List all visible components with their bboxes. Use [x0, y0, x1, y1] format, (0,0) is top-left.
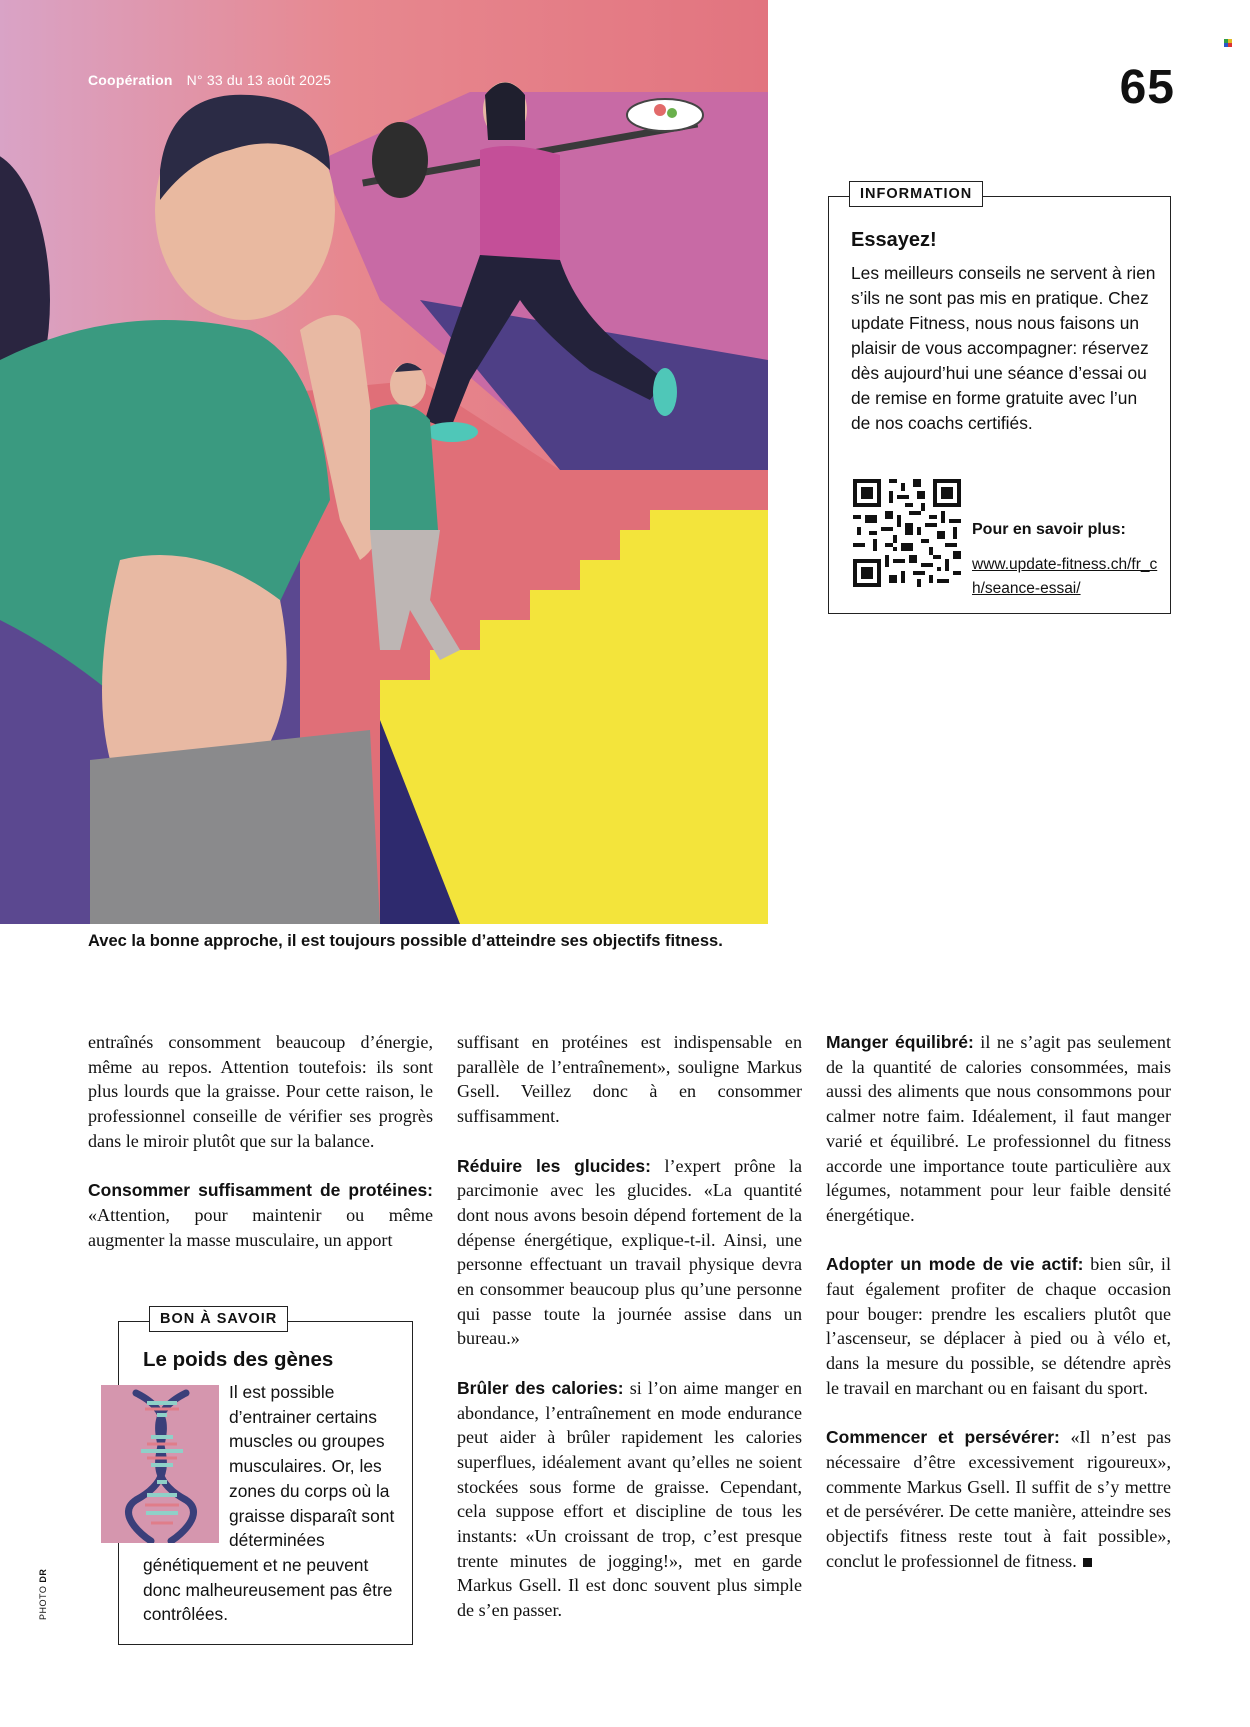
image-caption: Avec la bonne approche, il est toujours possible d’atteindre ses objectifs fitness. — [88, 932, 723, 950]
photo-credit — [38, 1569, 48, 1620]
subheading-perseverer: Commencer et persévérer: — [826, 1427, 1060, 1448]
information-box — [828, 186, 1171, 614]
bon-a-savoir-title: Le poids des gènes — [143, 1348, 334, 1371]
bon-a-savoir-box — [118, 1311, 413, 1645]
information-title: Essayez! — [851, 229, 937, 251]
photo-credit-label: PHOTO — [38, 1585, 48, 1620]
illustration-artwork — [0, 0, 768, 924]
article-column-1 — [88, 1030, 433, 1252]
fitness-website-link[interactable]: www.update-fitness.ch/fr_ch/seance-essai/ — [972, 556, 1158, 597]
page-number: 65 — [1119, 61, 1175, 114]
bon-a-savoir-tag: BON À SAVOIR — [149, 1306, 288, 1332]
grey-trousers — [90, 730, 380, 924]
subheading-glucides: Réduire les glucides: — [457, 1155, 651, 1176]
woman-top — [480, 146, 560, 264]
paragraph: bien sûr, il faut également profiter de chaque occasion pour bouger: prendre les escaliers plutôt que l’ascenseur, se déplacer à pied ou à vélo et, dans la mesure du possible, se détendre après le travail en marchant ou en faisant du sport. — [826, 1254, 1171, 1398]
print-registration-mark — [1224, 34, 1232, 42]
article-column-3 — [826, 1030, 1171, 1598]
end-of-article-mark — [1083, 1558, 1092, 1567]
paragraph: l’expert prône la parcimonie avec les glucides. «La quantité dont nous avons besoin dépend fortement de la dépense énergétique, explique-t-il. Ainsi, une personne effectuant un travail physique devra en consommer beaucoup plus qu’une personne qui passe toute la journée assise dans un bureau.» — [457, 1155, 802, 1349]
bon-a-savoir-text-continued: génétiquement et ne peuvent donc malheureusement pas être contrôlées. — [143, 1555, 393, 1625]
subheading-manger-equilibre: Manger équilibré: — [826, 1032, 974, 1052]
dna-icon — [101, 1385, 219, 1543]
paragraph: si l’on aime manger en abondance, l’entraînement en mode endurance peut aider à brûler rapidement les calories superflues, idéalement avant qu’elles ne soient stockées sous forme de graisse. Cependant, cela suppose effort et discipline de tous les instants: «Un croissant de trop, c’est presque trente minutes de jogging!», met en garde Markus Gsell. Il est donc souvent plus simple de s’en passer. — [457, 1377, 802, 1621]
masthead — [88, 72, 331, 88]
subheading-calories: Brûler des calories: — [457, 1377, 624, 1398]
issue-info: N° 33 du 13 août 2025 — [186, 72, 332, 88]
information-text: Les meilleurs conseils ne servent à rien s’ils ne sont pas mis en pratique. Chez update Fitness, nous nous faisons un plaisir de vous accompagner: réservez dès aujourd’hui une séance d’essai ou de remise en forme gratuite avec l’un de nos coachs certifiés. — [851, 263, 1156, 433]
subheading-mode-de-vie-actif: Adopter un mode de vie actif: — [826, 1254, 1084, 1275]
article-column-2 — [457, 1030, 802, 1648]
paragraph: entraînés consomment beaucoup d’énergie, même au repos. Attention toutefois: ils sont plus lourds que la graisse. Pour cette raison, le professionnel conseille de vérifier ses progrès dans le miroir plutôt que sur la balance. — [88, 1032, 433, 1151]
qr-code[interactable] — [853, 479, 961, 587]
qr-label: Pour en savoir plus: — [972, 521, 1126, 538]
paragraph: «Il n’est pas nécessaire d’être excessivement rigoureux», commente Markus Gsell. Il suffit de s’y mettre et de persévérer. De cette manière, atteindre ses objectifs fitness reste tout à fait possible», conclut le professionnel de fitness. — [826, 1427, 1171, 1571]
subheading-proteines: Consommer suffisamment de protéines: — [88, 1180, 433, 1201]
paragraph: «Attention, pour maintenir ou même augmenter la masse musculaire, un apport — [88, 1204, 433, 1250]
photo-credit-name: DR — [38, 1568, 48, 1583]
information-tag: INFORMATION — [849, 181, 983, 207]
bon-a-savoir-text: Il est possible d’entrainer certains muscles ou groupes musculaires. Or, les zones du corps où la graisse disparaît sont déterminées — [229, 1382, 395, 1551]
paragraph: suffisant en protéines est indispensable en parallèle de l’entraînement», souligne Markus Gsell. Veillez donc à en consommer suffisamment. — [457, 1032, 802, 1127]
qr-code-graphic — [853, 479, 961, 587]
magazine-name: Coopération — [88, 72, 173, 88]
paragraph: il ne s’agit pas seulement de la quantité de calories consommées, mais aussi des aliments que nous consommons pour calmer notre faim. Idéalement, il faut manger varié et équilibré. Le professionnel du fitness accorde une importance toute particulière aux légumes, notamment pour leur faible densité énergétique. — [826, 1032, 1171, 1225]
fitness-illustration — [0, 0, 768, 924]
